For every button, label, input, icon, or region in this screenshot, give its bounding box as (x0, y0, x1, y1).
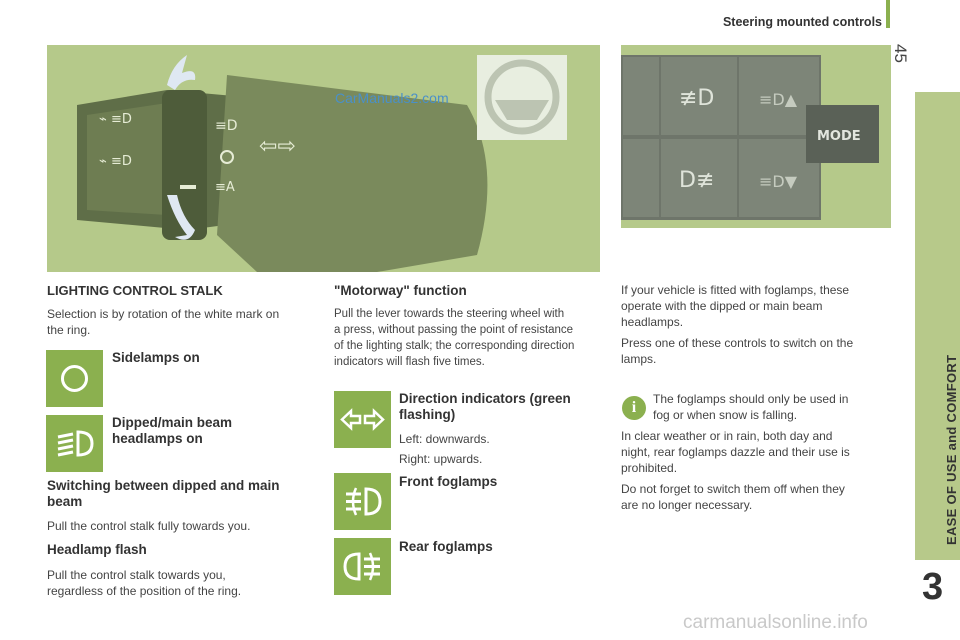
sidelamps-label: Sidelamps on (112, 350, 200, 365)
motorway-body-line3: of the lighting stalk; the corresponding direction (334, 340, 575, 352)
motorway-body-line2: a press, without passing the point of resistance (334, 324, 574, 336)
svg-text:⌁ ≡D: ⌁ ≡D (99, 112, 132, 127)
foglamps-p1-line3: headlamps. (621, 315, 684, 329)
dipped-beam-label-line1: Dipped/main beam (112, 415, 233, 430)
direction-left: Left: downwards. (399, 432, 490, 446)
foglamp-controls-illustration (621, 45, 891, 228)
direction-indicators-label-line1: Direction indicators (green (399, 391, 571, 406)
lighting-stalk-drawing (47, 45, 600, 272)
lighting-stalk-illustration (47, 45, 600, 272)
foglamps-p4-line2: are no longer necessary. (621, 498, 753, 512)
foglamp-panel-drawing (621, 45, 891, 228)
foglamps-p1-line2: operate with the dipped or main beam (621, 299, 823, 313)
svg-text:≡D: ≡D (215, 118, 238, 134)
foglamps-p3-line3: prohibited. (621, 461, 678, 475)
info-line1: The foglamps should only be used in (653, 392, 849, 406)
svg-text:⌁ ≡D: ⌁ ≡D (99, 154, 132, 169)
watermark-top: CarManuals2.com (335, 90, 449, 106)
switching-heading-line2: beam (47, 494, 83, 509)
chapter-tab-label: EASE OF USE and COMFORT (944, 354, 959, 545)
svg-text:≢D: ≢D (679, 86, 715, 111)
watermark-bottom: carmanualsonline.info (683, 612, 868, 633)
motorway-body-line4: indicators will flash five times. (334, 356, 485, 368)
lighting-stalk-heading: LIGHTING CONTROL STALK (47, 283, 223, 298)
foglamps-p1-line1: If your vehicle is fitted with foglamps, these (621, 283, 850, 297)
svg-text:D≢: D≢ (679, 168, 715, 193)
direction-indicators-icon (334, 391, 391, 448)
headlamp-flash-heading: Headlamp flash (47, 542, 147, 557)
lighting-intro-line2: the ring. (47, 323, 91, 337)
dipped-beam-label-line2: headlamps on (112, 431, 203, 446)
svg-text:≡A: ≡A (215, 180, 235, 195)
chapter-number: 3 (922, 566, 944, 608)
mode-label: MODE (817, 129, 861, 144)
page-number: 45 (891, 44, 910, 63)
front-foglamps-label: Front foglamps (399, 474, 498, 489)
svg-text:≡D▼: ≡D▼ (759, 172, 798, 191)
foglamps-p2-line1: Press one of these controls to switch on the (621, 336, 854, 350)
headlamp-flash-line1: Pull the control stalk towards you, (47, 568, 226, 582)
foglamps-p3-line1: In clear weather or in rain, both day and (621, 429, 833, 443)
switching-body: Pull the control stalk fully towards you. (47, 519, 251, 533)
rear-foglamps-icon (334, 538, 391, 595)
foglamps-p4-line1: Do not forget to switch them off when they (621, 482, 845, 496)
lighting-intro-line1: Selection is by rotation of the white mark on (47, 307, 280, 321)
foglamps-p2-line2: lamps. (621, 352, 657, 366)
dipped-beam-icon (46, 415, 103, 472)
svg-text:⇦⇨: ⇦⇨ (259, 134, 296, 159)
front-foglamps-icon (334, 473, 391, 530)
info-icon: i (622, 396, 646, 420)
direction-right: Right: upwards. (399, 452, 483, 466)
info-line2: fog or when snow is falling. (653, 408, 798, 422)
foglamps-p3-line2: night, rear foglamps dazzle and their use is (621, 445, 850, 459)
motorway-body-line1: Pull the lever towards the steering wheel with (334, 308, 565, 320)
direction-indicators-label-line2: flashing) (399, 407, 456, 422)
svg-text:≡D▲: ≡D▲ (759, 90, 798, 109)
sidelamps-icon (46, 350, 103, 407)
motorway-heading: "Motorway" function (334, 283, 467, 298)
rear-foglamps-label: Rear foglamps (399, 539, 493, 554)
section-title: Steering mounted controls (722, 15, 882, 29)
header-accent-bar (886, 0, 890, 28)
switching-heading-line1: Switching between dipped and main (47, 478, 280, 493)
headlamp-flash-line2: regardless of the position of the ring. (47, 584, 242, 598)
